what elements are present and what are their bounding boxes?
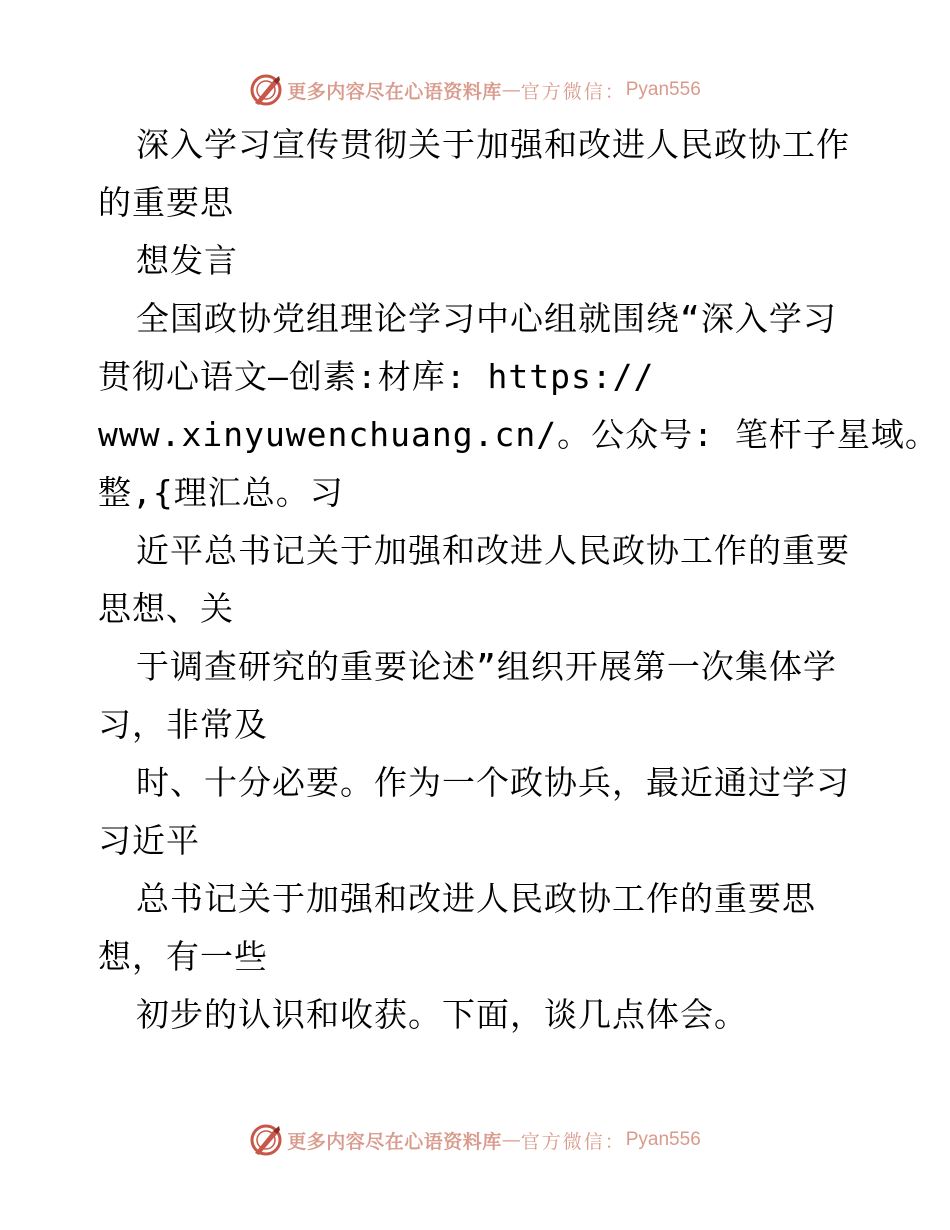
banner-wechat-id: Pyan556 [625,79,701,100]
text-line: 深入学习宣传贯彻关于加强和改进人民政协工作 [136,125,850,164]
text-line: 习近平 [98,821,200,860]
text-line: 全国政协党组理论学习中心组就围绕“深入学习 [136,299,837,338]
text-line: 想，有一些 [98,937,268,976]
text-line: 思想、关 [98,589,234,628]
banner-separator: — [501,79,521,101]
text-line: 习，非常及 [98,705,268,744]
text-line: www.xinyuwenchuang.cn/。公众号: 笔杆子星域。 [98,415,939,454]
pen-circle-logo-icon [249,1123,283,1157]
text-line: 于调查研究的重要论述”组织开展第一次集体学 [136,647,837,686]
document-body [98,116,939,1044]
text-line: 的重要思 [98,183,234,222]
banner-wechat-label: 官方微信： [520,80,626,103]
pen-circle-logo-icon [249,73,283,107]
text-line: 想发言 [136,241,238,280]
banner-separator: — [501,1129,521,1151]
banner-wechat-label: 官方微信： [520,1130,626,1153]
banner-slogan: 更多内容尽在心语资料库 [287,80,502,103]
text-line: 近平总书记关于加强和改进人民政协工作的重要 [136,531,850,570]
footer-watermark-banner [0,1120,950,1160]
text-line: 初步的认识和收获。下面，谈几点体会。 [136,995,748,1034]
text-line: 总书记关于加强和改进人民政协工作的重要思 [136,879,816,918]
text-line: 贯彻心语文—创素:材库: https:// [98,357,655,396]
text-line: 时、十分必要。作为一个政协兵，最近通过学习 [136,763,850,802]
banner-slogan: 更多内容尽在心语资料库 [287,1130,502,1153]
header-watermark-banner [0,70,950,110]
banner-wechat-id: Pyan556 [625,1129,701,1150]
text-line: 整,{理汇总。习 [98,473,344,512]
